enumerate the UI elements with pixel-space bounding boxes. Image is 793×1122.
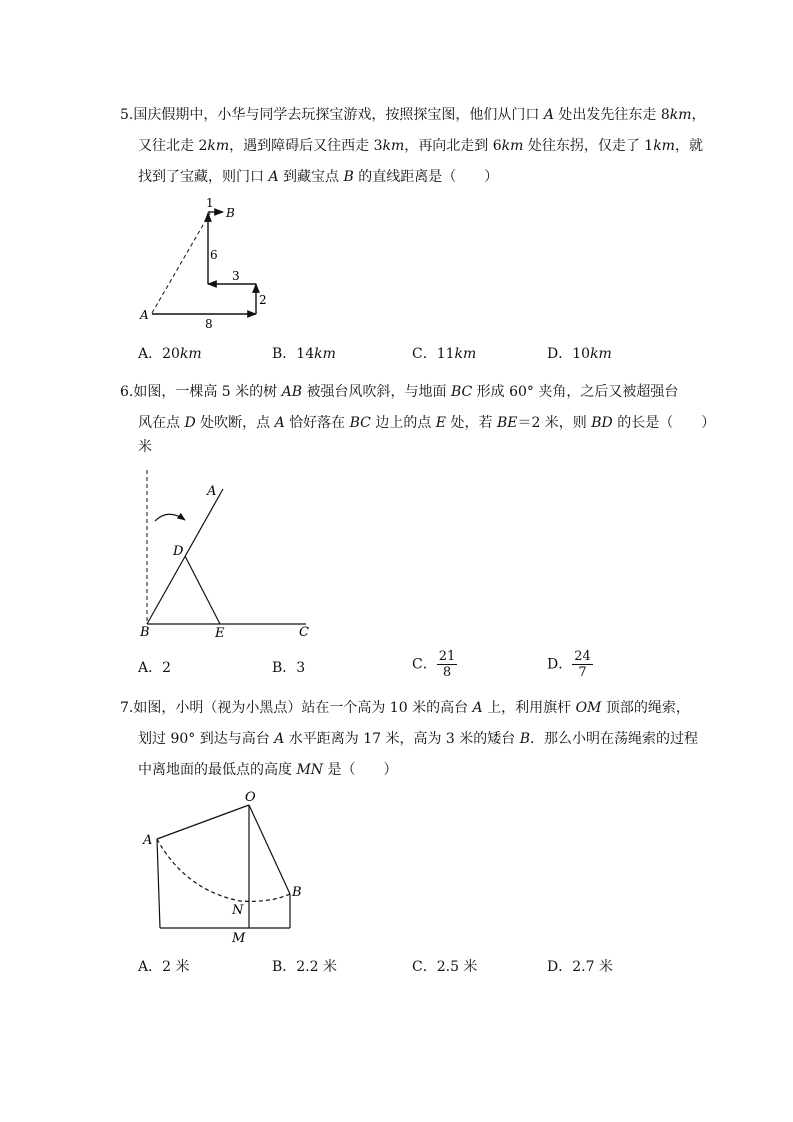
q5-figure [0,0,793,340]
q6-label-d: D [173,544,184,559]
q5-text: ，遇到障碍后又往西走 3 [229,138,383,154]
q6-segment-bd: BD [591,415,613,431]
option-letter: C． [412,346,437,362]
q5-label-3: 3 [232,269,240,283]
q5-unit: km [207,138,230,154]
q7-option-c[interactable] [412,956,477,976]
q7-point-a: A [274,731,285,747]
q6-label-e: E [215,626,225,641]
q5-label-8: 8 [205,317,213,331]
q5-unit: km [669,107,692,123]
q6-point-a: A [274,415,285,431]
q7-rope-ob [249,805,290,894]
q7-line-2 [138,728,698,748]
q7-text: 划过 90° 到达与高台 [138,731,275,747]
q7-rope-oa [157,805,249,839]
q6-line-2 [138,412,715,432]
option-unit: km [454,346,477,362]
q5-number: 5. [120,107,134,123]
q5-text: 国庆假期中，小华与同学去玩探宝游戏，按照探宝图，他们从门口 [133,107,544,123]
q5-text: 处出发先往东走 8 [553,107,670,123]
q6-label-c: C [299,625,309,640]
q5-text: 处往东拐，仅走了 1 [523,138,654,154]
q7-label-b: B [292,885,302,900]
q5-text: 的直线距离是（ ） [353,169,499,185]
q6-rotation-arrow [155,514,185,521]
option-value: 11 [436,346,455,362]
q6-text: 的长是（ ） [612,415,716,431]
q6-segment-ab: AB [281,384,303,400]
q6-option-d[interactable] [547,649,593,680]
option-value: 2.2 米 [296,959,338,975]
q6-label-b: B [140,625,150,640]
q5-unit: km [653,138,675,154]
q5-option-c[interactable] [412,343,476,363]
fraction-denominator: 7 [578,665,587,680]
fraction-denominator: 8 [442,665,452,680]
q6-point-e: E [435,415,447,431]
q6-number: 6. [120,384,134,400]
q7-option-a[interactable] [138,956,189,976]
q7-swing-arc [157,839,290,901]
q7-text: 如图，小明（视为小黑点）站在一个高为 10 米的高台 [133,700,473,716]
option-letter: B． [272,959,297,975]
q5-label-1: 1 [206,196,214,210]
q5-text: 又往北走 2 [138,138,208,154]
fraction [437,649,458,680]
option-letter: D． [547,959,573,975]
q6-point-d: D [184,415,196,431]
q5-option-a[interactable] [138,343,202,363]
q6-figure [0,460,793,650]
q6-text: 处，若 [446,415,497,431]
option-value: 2.5 米 [436,959,478,975]
q7-text: 是（ ） [323,762,398,778]
q7-segment-mn: MN [296,762,324,778]
q5-point-a: A [268,169,279,185]
option-letter: B． [272,346,297,362]
q5-text: 到藏宝点 [278,169,344,185]
q6-option-b[interactable] [272,657,305,677]
option-value: 14 [296,346,315,362]
fraction-numerator: 24 [574,649,591,664]
q7-text: 水平距离为 17 米，高为 3 米的矮台 [284,731,520,747]
q6-text: 形成 60° 夹角，之后又被超强台 [472,384,679,400]
q6-segment-bc: BC [349,415,371,431]
fraction-numerator: 21 [438,649,456,664]
q7-label-a: A [143,833,153,848]
q5-text: ， [691,107,706,123]
q5-point-b: B [343,169,354,185]
q5-point-a: A [543,107,554,123]
q5-text: ，就 [674,138,703,154]
option-letter: A． [138,959,163,975]
q7-option-d[interactable] [547,956,613,976]
q5-label-a: A [140,308,149,322]
q7-text: ．那么小明在荡绳索的过程 [530,731,699,747]
q6-text: 边上的点 [370,415,436,431]
q6-label-a: A [207,484,217,499]
q6-text: ＝2 米，则 [517,415,592,431]
q7-number: 7. [120,700,134,716]
q7-point-a: A [472,700,483,716]
q7-figure [0,780,793,950]
q6-text: 如图，一棵高 5 米的树 [133,384,282,400]
option-letter: D． [547,346,573,362]
q5-text: ，再向北走到 6 [404,138,502,154]
q6-segment-de [185,556,220,624]
q7-segment-om: OM [575,700,602,716]
q5-label-2: 2 [259,293,267,307]
q7-text: 顶部的绳索， [601,700,690,716]
option-letter: A． [138,346,163,362]
q6-text: 处吹断，点 [195,415,275,431]
q6-segment-bc: BC [450,384,473,400]
q7-text: 上，利用旗杆 [482,700,576,716]
q5-dashed-ab [152,213,210,313]
q6-line-1 [120,381,678,401]
option-unit: km [179,346,202,362]
q5-unit: km [382,138,405,154]
option-value: 2 米 [162,959,190,975]
q7-option-b[interactable] [272,956,337,976]
q5-option-b[interactable] [272,343,336,363]
q7-platform-a [157,839,160,928]
option-value: 2.7 米 [572,959,613,975]
q6-text: 被强台风吹斜，与地面 [302,384,451,400]
q7-point-b: B [519,731,531,747]
q7-label-o: O [245,790,256,805]
q5-option-d[interactable] [547,343,612,363]
q6-text: 风在点 [138,415,185,431]
option-value: 10 [572,346,591,362]
option-letter: D． [547,656,573,673]
fraction [572,649,593,680]
q6-option-c[interactable] [412,649,457,680]
option-value: 3 [296,660,306,676]
q5-label-b: B [226,206,235,220]
option-letter: C． [412,656,437,673]
q5-label-6: 6 [210,248,218,262]
q6-option-a[interactable] [138,657,171,677]
q7-label-n: N [232,903,244,918]
option-value: 20 [162,346,180,362]
q7-line-3 [138,759,398,779]
option-letter: A． [138,660,163,676]
q6-text: 恰好落在 [284,415,350,431]
option-letter: C． [412,959,437,975]
option-letter: B． [272,660,297,676]
option-unit: km [314,346,336,362]
q7-line-1 [120,697,690,717]
option-unit: km [590,346,612,362]
q5-text: 找到了宝藏，则门口 [138,169,269,185]
q6-segment-be: BE [496,415,518,431]
q7-text: 中离地面的最低点的高度 [138,762,297,778]
option-value: 2 [162,660,172,676]
q5-unit: km [501,138,524,154]
q6-line-3: 米 [138,439,152,455]
q7-label-m: M [232,931,246,946]
